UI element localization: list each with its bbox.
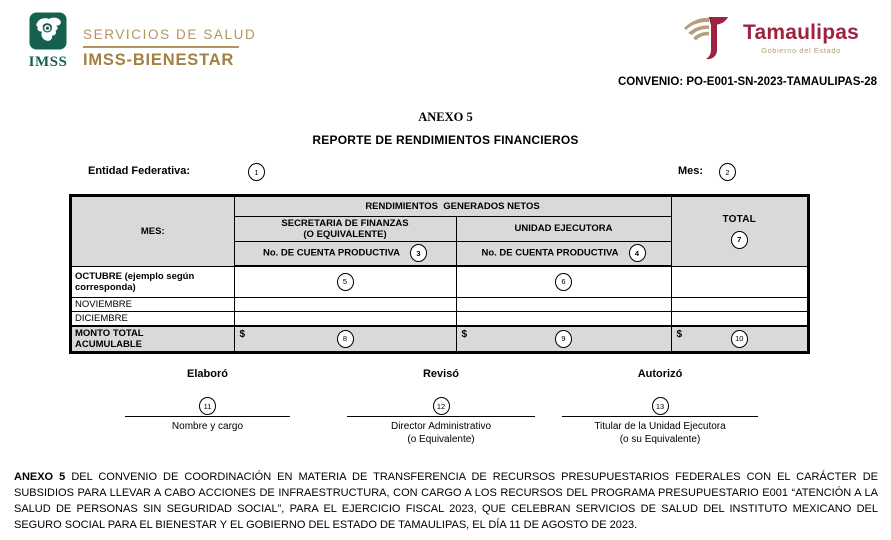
signature-block-reviso [347,368,535,446]
reviso-title: Revisó [422,368,460,380]
monto-total-line1: MONTO TOTAL [75,327,144,339]
secretaria-header [234,216,456,241]
autorizo-title: Autorizó [637,368,683,380]
cell-noviembre-secretaria [234,297,456,311]
signature-block-elaboro [125,368,290,433]
tamaulipas-wordmark: Tamaulipas [743,21,859,44]
imss-acronym: IMSS [28,54,68,70]
gobierno-del-estado-label: Gobierno del Estado [761,46,841,55]
cell-noviembre-total [671,297,808,311]
cell-diciembre-total [671,311,808,326]
mes-column-header: MES: [71,196,234,266]
imss-bienestar-label: IMSS-BIENESTAR [83,51,235,69]
footnote-anexo-bold: ANEXO 5 [14,471,66,483]
servicios-de-salud-label: SERVICIOS DE SALUD [83,27,257,42]
ref-circle-13: 13 [652,397,669,415]
group-header: RENDIMIENTOS GENERADOS NETOS [234,196,671,216]
currency-symbol: $ [239,328,246,340]
cell-diciembre-unidad [456,311,671,326]
elaboro-title: Elaboró [187,368,228,380]
ref-circle-6: 6 [555,273,572,291]
cell-monto-unidad [456,326,671,352]
ref-circle-2: 2 [719,163,736,181]
secretaria-header-line2: (O EQUIVALENTE) [303,228,387,240]
elaboro-caption: Nombre y cargo [171,421,244,432]
total-column-header [671,196,808,266]
monto-total-line2: ACUMULABLE [75,338,143,350]
footnote-body: DEL CONVENIO DE COORDINACIÓN EN MATERIA DE TRANSFERENCIA DE RECURSOS PRESUPUESTARIOS FEDERALES CON EL CARÁCTER DE SUBSIDIOS PARA LLEVAR A CABO ACCIONES DE INFRAESTRUCTURA, CON CARGO A LOS RECURSOS DEL PROGRAMA PRESUPUESTARIO E001 “ATENCIÓN A LA SALUD DE PERSONAS SIN SEGURIDAD SOCIAL”, PARA EL EJERCICIO FISCAL 2023, QUE CELEBRAN SERVICIOS DE SALUD DEL INSTITUTO MEXICANO DEL SEGURO SOCIAL PARA EL BIENESTAR Y EL GOBIERNO DEL ESTADO DE TAMAULIPAS, EL DÍA 11 DE AGOSTO DE 2023. [14,471,879,531]
ref-circle-11: 11 [199,397,216,415]
cell-diciembre-secretaria [234,311,456,326]
entidad-federativa-label: Entidad Federativa: [88,165,191,177]
currency-symbol: $ [461,328,468,340]
row-label-noviembre: NOVIEMBRE [71,297,234,311]
row-label-octubre: OCTUBRE (ejemplo según corresponda) [71,266,234,297]
cuenta-header-sec-label: No. DE CUENTA PRODUCTIVA [262,247,401,259]
cell-octubre-unidad [456,266,671,297]
gold-divider [83,46,239,48]
report-title: REPORTE DE RENDIMIENTOS FINANCIEROS [312,133,579,147]
imss-logo-icon [26,12,70,71]
rendimientos-table [70,195,809,353]
ref-circle-4: 4 [629,244,646,262]
ref-circle-1: 1 [248,163,265,181]
signature-line [125,416,290,417]
currency-symbol: $ [676,328,683,340]
secretaria-header-line1: SECRETARIA DE FINANZAS [281,217,409,229]
anexo-title: ANEXO 5 [418,110,473,124]
cell-monto-total [671,326,808,352]
ref-circle-10: 10 [731,330,748,348]
signature-line [347,416,535,417]
total-label: TOTAL [722,213,756,225]
cell-noviembre-unidad [456,297,671,311]
cuenta-header-unidad [456,241,671,266]
imss-eagle-icon [29,12,67,50]
cuenta-header-uni-label: No. DE CUENTA PRODUCTIVA [481,247,619,259]
row-label-monto-total [71,326,234,352]
ref-circle-5: 5 [337,273,354,291]
document-titles [0,110,891,147]
row-label-diciembre: DICIEMBRE [71,311,234,326]
signature-block-autorizo [562,368,758,446]
signature-line [562,416,758,417]
ref-circle-9: 9 [555,330,572,348]
cell-monto-secretaria [234,326,456,352]
cuenta-header-secretaria [234,241,456,266]
cell-octubre-total [671,266,808,297]
ref-circle-7: 7 [731,231,748,249]
tamaulipas-logo [682,12,859,64]
mes-label: Mes: [678,165,704,177]
reviso-caption2: (o Equivalente) [407,434,475,445]
autorizo-caption2: (o su Equivalente) [619,434,701,445]
ref-circle-8: 8 [337,330,354,348]
ref-circle-12: 12 [433,397,450,415]
reviso-caption: Director Administrativo [390,421,492,432]
legal-footnote [14,469,878,533]
ref-circle-3: 3 [410,244,427,262]
imss-bienestar-logo [26,12,256,71]
tamaulipas-emblem-icon [682,12,738,64]
unidad-ejecutora-header: UNIDAD EJECUTORA [456,216,671,241]
autorizo-caption: Titular de la Unidad Ejecutora [594,421,726,432]
convenio-number: CONVENIO: PO-E001-SN-2023-TAMAULIPAS-28 [617,76,877,88]
cell-octubre-secretaria [234,266,456,297]
